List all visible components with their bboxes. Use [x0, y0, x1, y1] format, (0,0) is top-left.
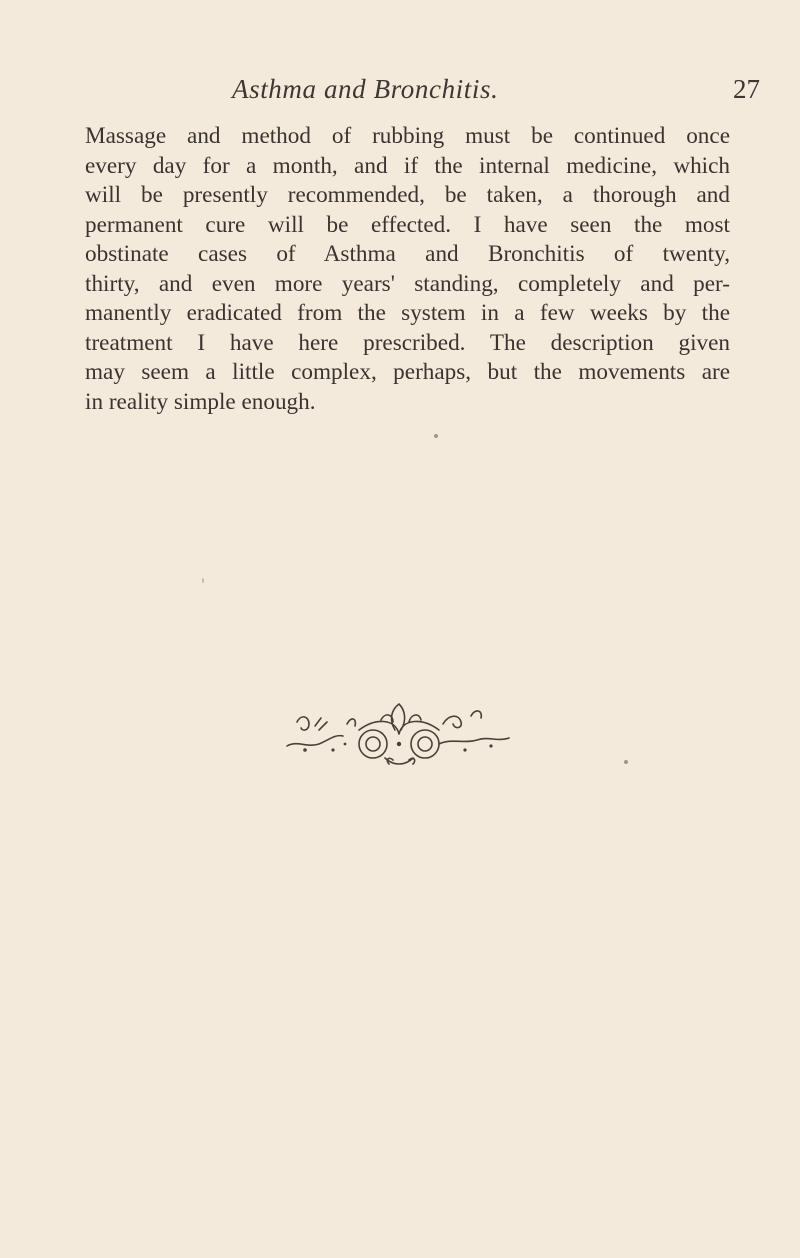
text-line: permanent cure will be effected. I have seen the most [85, 211, 730, 238]
page-number: 27 [733, 74, 760, 104]
text-line: may seem a little complex, perhaps, but the movements are [85, 359, 730, 385]
running-head [40, 74, 800, 114]
running-title: Asthma and Bronchitis. [232, 74, 499, 104]
text-line: every day for a month, and if the internal medicine, which [85, 152, 730, 179]
tailpiece-ornament-icon [285, 700, 515, 770]
text-line: Massage and method of rubbing must be continued once [85, 123, 730, 149]
text-line: manently eradicated from the system in a few weeks by the [85, 300, 730, 326]
paper-speck [624, 760, 628, 764]
body-paragraph [85, 122, 730, 417]
text-line: will be presently recommended, be taken, a thorough and [85, 182, 730, 208]
text-line: thirty, and even more years' standing, completely and per- [85, 270, 730, 297]
text-line: in reality simple enough. [85, 388, 316, 415]
paper-speck [434, 434, 438, 438]
text-line: obstinate cases of Asthma and Bronchitis of twenty, [85, 241, 730, 267]
paper-speck [202, 578, 204, 583]
text-line: treatment I have here prescribed. The description given [85, 329, 730, 356]
